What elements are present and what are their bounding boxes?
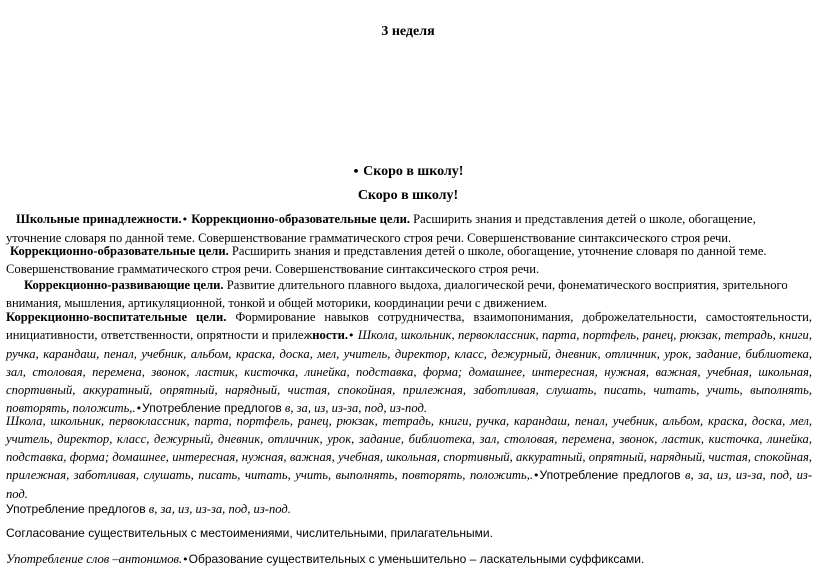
bullet-icon: • — [348, 329, 355, 342]
vocabulary-list: Школа, школьник, первоклассник, парта, портфель, ранец, рюкзак, тетрадь, книги, ручка, карандаш, пенал, учебник, альбом, краска, доска, мел, учитель, директор, класс, дежурный, дневник, отличник, урок, задание, библиотека, зал, столовая, перемена, звонок, ластик, кисточка, линейка, подставка, форма; домашнее, интересная, нужная, важная, учебная, школьная, спортивный, аккуратный, опрятный, нарядный, чистая, спокойная, прилежная, заботливая, слушать, писать, читать, учить, выполнять, повторять, положить,. — [6, 414, 812, 482]
goal-label: Коррекционно-образовательные цели. — [188, 212, 410, 226]
week-title: 3 неделя — [381, 24, 435, 39]
prepositions-label: Употребление предлогов — [6, 502, 146, 516]
paragraph-vocabulary — [6, 412, 812, 503]
prepositions-label: Употребление предлогов — [539, 468, 681, 482]
goal-text-cont: Совершенствование грамматического строя речи. Совершенствование синтаксического строя речи. — [6, 262, 540, 276]
bullet-icon: • — [181, 213, 189, 226]
bullet-icon: • — [352, 165, 360, 178]
paragraph-developmental-goals — [6, 276, 812, 312]
goal-label: Коррекционно-воспитательные цели. — [6, 310, 227, 324]
lead-label: Школьные принадлежности. — [16, 212, 182, 226]
bullet-icon: • — [533, 469, 540, 482]
goal-label: Коррекционно-развивающие цели. — [24, 278, 224, 292]
goal-text-cont: Совершенствование грамматического строя речи. Совершенствование синтаксического строя речи. — [194, 231, 732, 245]
goal-label: Коррекционно-образовательные цели. — [10, 244, 229, 258]
prepositions-list: в, за, из, из-за, под, из-под. — [281, 401, 428, 415]
bullet-icon: • — [182, 553, 189, 566]
goal-text: Расширить знания и представления детей о школе, обогащение, уточнение словаря по данной теме. — [228, 244, 767, 258]
prepositions-list: в, за, из, из-за, под, из-под. — [6, 468, 813, 501]
paragraph-antonyms — [6, 550, 812, 569]
diminutive-suffixes-text: Образование существительных с уменьшительно – ласкательными суффиксами. — [188, 552, 645, 566]
goal-text: Расширить знания и представления детей о школе, обогащение, уточнение словаря по данной теме. — [6, 212, 756, 245]
antonyms-label: Употребление слов –антонимов. — [6, 552, 183, 566]
topic-heading — [0, 164, 816, 180]
topic-label: Скоро в школу! — [359, 164, 464, 179]
paragraph-educational-goals — [6, 242, 812, 278]
goal-text: Развитие длительного плавного выдоха, диалогической речи, фонематического восприятия, зрительного внимания, мышления, артикуляционной, тонкой и общей моторики, координации речи с движением. — [6, 278, 788, 310]
paragraph-upbringing-goals — [6, 308, 812, 418]
prepositions-list: в, за, из, из-за, под, из-под. — [145, 502, 291, 516]
topic-subtitle: Скоро в школу! — [357, 188, 459, 203]
bullet-icon: • — [135, 402, 143, 415]
goal-text: Формирование навыков сотрудничества, взаимопонимания, доброжелательности, самостоятельности, инициативности, ответственности, опрятности и прилеж — [6, 310, 812, 342]
vocabulary-list: Школа, школьник, первоклассник, парта, портфель, ранец, рюкзак, тетрадь, книги, ручка, карандаш, пенал, учебник, альбом, краска, доска, мел, учитель, директор, класс, дежурный, дневник, отличник, урок, задание, библиотека, зал, столовая, перемена, звонок, ластик, кисточка, линейка, подставка, форма; домашнее, интересная, нужная, важная, учебная, школьная, спортивный, аккуратный, опрятный, нарядный, чистая, спокойная, прилежная, заботливая, слушать, писать, читать, учить, выполнять, повторять, положить,. — [6, 328, 812, 415]
prepositions-label: Употребление предлогов — [142, 401, 282, 415]
paragraph-agreement: Согласование существительных с местоимениями, числительными, прилагательными. — [6, 526, 493, 540]
paragraph-prepositions — [6, 500, 812, 518]
goal-text-bold-tail: ности. — [312, 328, 349, 342]
